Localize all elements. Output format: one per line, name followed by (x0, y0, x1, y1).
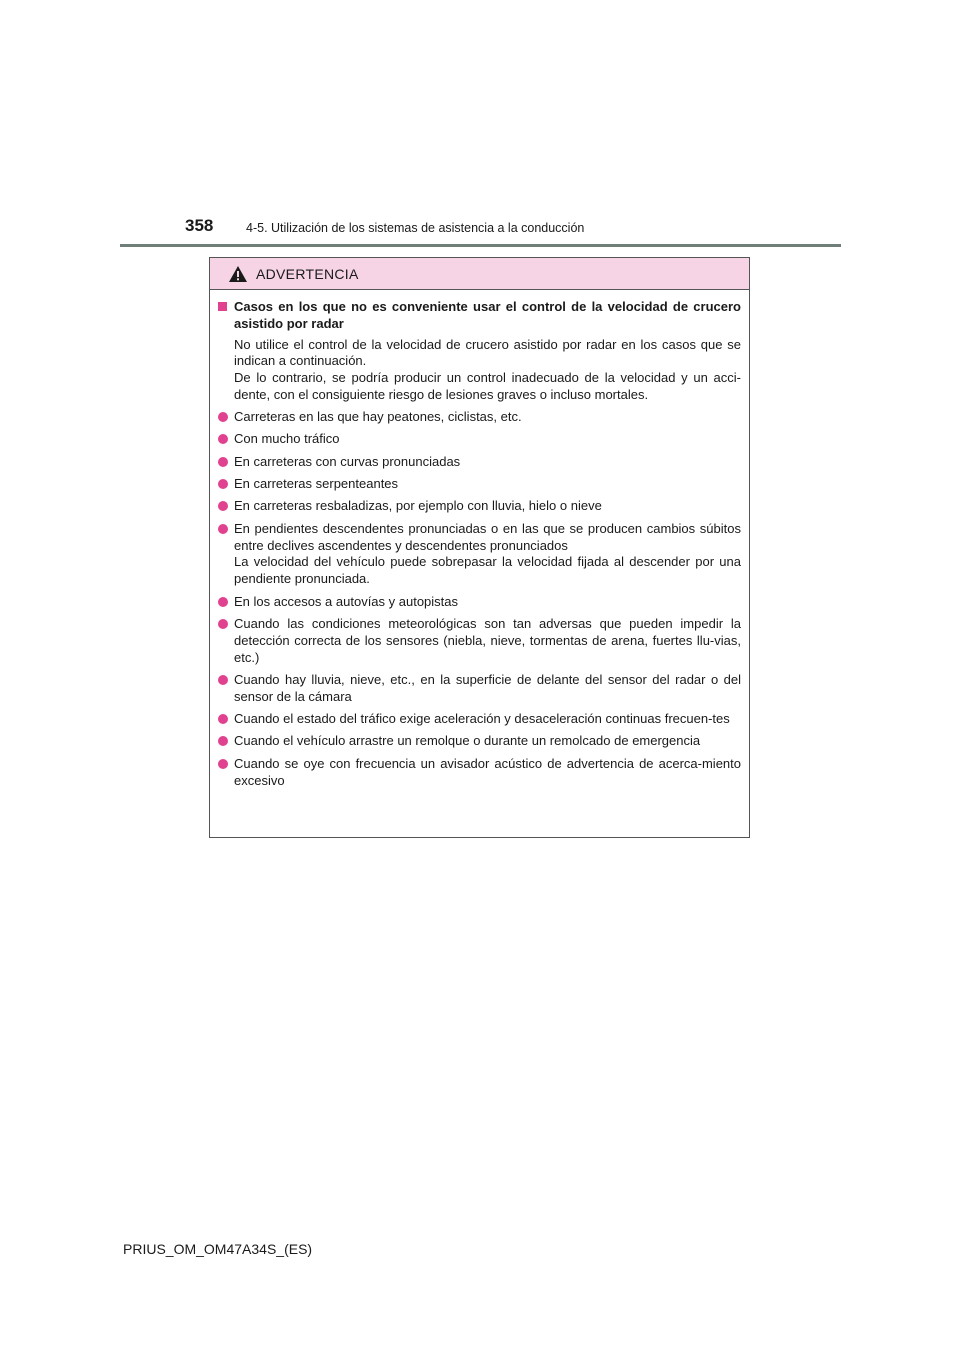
list-item (218, 756, 741, 790)
list-item-note: La velocidad del vehículo puede sobrepasar la velocidad fijada al descender por una pendiente pronunciada. (234, 554, 741, 587)
bullet-dot-icon (218, 672, 234, 685)
intro-text (234, 337, 741, 404)
list-item-text: En carreteras con curvas pronunciadas (234, 453, 461, 469)
list-item-text: En carreteras serpenteantes (234, 475, 399, 491)
bullet-dot-icon (218, 476, 234, 489)
list-item (218, 616, 741, 666)
document-code: PRIUS_OM_OM47A34S_(ES) (123, 1241, 313, 1257)
bullet-list (218, 409, 741, 790)
bullet-dot-icon (218, 431, 234, 444)
warning-box (209, 257, 750, 838)
section-title: 4-5. Utilización de los sistemas de asistencia a la conducción (246, 221, 585, 235)
bullet-dot-icon (218, 594, 234, 607)
list-item (218, 409, 741, 426)
list-item-text (234, 521, 741, 588)
list-item (218, 454, 741, 471)
bullet-dot-icon (218, 616, 234, 629)
list-item-text: En los accesos a autovías y autopistas (234, 593, 459, 609)
list-item (218, 733, 741, 750)
list-item-text: Cuando las condiciones meteorológicas son tan adversas que pueden impedir la detección correcta de los sensores (niebla, nieve, tormentas de arena, fuertes llu-vias, etc.) (234, 615, 741, 665)
bullet-dot-icon (218, 454, 234, 467)
list-item-text: Con mucho tráfico (234, 431, 340, 447)
bullet-dot-icon (218, 521, 234, 534)
page-number: 358 (185, 216, 214, 235)
bullet-dot-icon (218, 409, 234, 422)
list-item-text: Carreteras en las que hay peatones, ciclistas, etc. (234, 408, 522, 424)
bullet-dot-icon (218, 711, 234, 724)
list-item (218, 711, 741, 728)
warning-body (210, 290, 749, 789)
bullet-dot-icon (218, 733, 234, 746)
list-item (218, 498, 741, 515)
square-bullet-icon (218, 302, 229, 311)
list-item-text: Cuando hay lluvia, nieve, etc., en la superficie de delante del sensor del radar o del sensor de la cámara (234, 671, 741, 704)
list-item-main: En pendientes descendentes pronunciadas o en las que se producen cambios súbitos entre declives ascendentes y descendentes pronunciados (234, 520, 741, 553)
warning-triangle-icon (228, 265, 248, 283)
list-item-text: Cuando se oye con frecuencia un avisador acústico de advertencia de acerca-miento excesivo (234, 755, 741, 788)
list-item (218, 521, 741, 588)
bullet-dot-icon (218, 498, 234, 511)
list-item (218, 476, 741, 493)
intro-line-1: No utilice el control de la velocidad de crucero asistido por radar en los casos que se indican a continuación. (234, 336, 741, 369)
warning-label: ADVERTENCIA (256, 265, 359, 282)
topic-title: Casos en los que no es conveniente usar el control de la velocidad de crucero asistido por radar (234, 299, 741, 331)
list-item (218, 431, 741, 448)
list-item-text: Cuando el vehículo arrastre un remolque o durante un remolcado de emergencia (234, 733, 701, 749)
header-rule (120, 244, 841, 247)
intro-line-2: De lo contrario, se podría producir un control inadecuado de la velocidad y un acci-dente, con el consiguiente riesgo de lesiones graves o incluso mortales. (234, 370, 741, 402)
bullet-dot-icon (218, 756, 234, 769)
list-item (218, 672, 741, 706)
list-item-text: En carreteras resbaladizas, por ejemplo con lluvia, hielo o nieve (234, 498, 602, 514)
list-item-text: Cuando el estado del tráfico exige aceleración y desaceleración continuas frecuen-tes (234, 711, 730, 727)
topic-heading (218, 299, 741, 333)
warning-header (210, 258, 749, 290)
list-item (218, 594, 741, 611)
